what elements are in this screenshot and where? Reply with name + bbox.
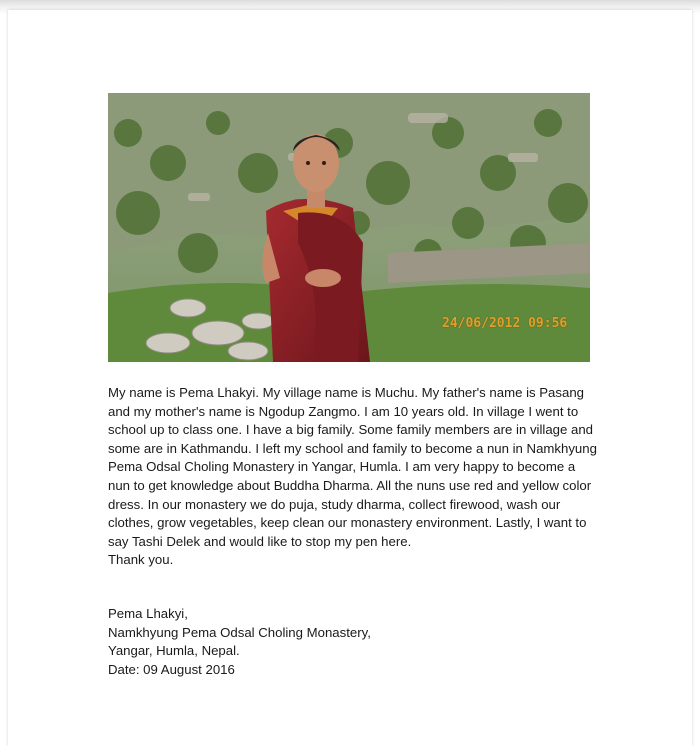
letter-page (8, 10, 692, 746)
letter-closing: Thank you. (108, 552, 174, 568)
signature-location: Yangar, Humla, Nepal. (108, 643, 240, 659)
signature-block (108, 605, 371, 679)
signature-date: Date: 09 August 2016 (108, 661, 235, 677)
monastery-photo (108, 93, 590, 362)
photo-timestamp: 24/06/2012 09:56 (442, 316, 568, 331)
letter-paragraph: My name is Pema Lhakyi. My village name is Muchu. My father's name is Pasang and my mother's name is Ngodup Zangmo. I am 10 years old. In village I went to school up to class one. I have a big family. Some family members are in village and some are in Kathmandu. I left my school and family to become a nun in Namkhyung Pema Odsal Choling Monastery in Yangar, Humla. I am very happy to become a nun to get knowledge about Buddha Dharma. All the nuns use red and yellow color dress. In our monastery we do puja, study dharma, collect firewood, wash our clothes, grow vegetables, keep clean our monastery environment. Lastly, I want to say Tashi Delek and would like to stop my pen here. (108, 385, 597, 549)
letter-body (108, 384, 598, 570)
signature-organization: Namkhyung Pema Odsal Choling Monastery, (108, 624, 371, 640)
signature-name: Pema Lhakyi, (108, 606, 188, 621)
